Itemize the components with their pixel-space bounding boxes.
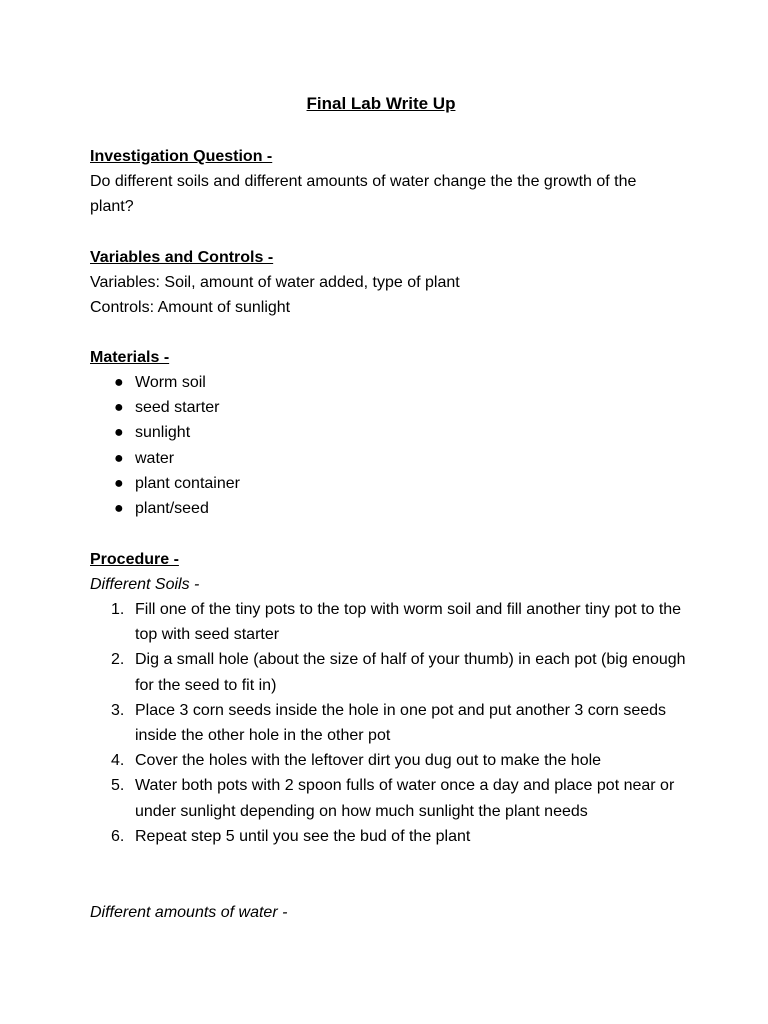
procedure-section: [90, 547, 690, 849]
step-number: 2.: [111, 651, 125, 669]
different-water-subheading: Different amounts of water -: [90, 904, 288, 921]
variables-line: Variables: Soil, amount of water added, type of plant: [90, 274, 460, 291]
procedure-step: [90, 647, 695, 697]
procedure-step: [90, 748, 695, 773]
water-section: [90, 900, 690, 925]
materials-item: ● water: [90, 446, 690, 471]
materials-item: ● sunlight: [90, 420, 690, 445]
bullet-icon: ●: [114, 374, 124, 391]
bullet-icon: ●: [114, 500, 124, 518]
materials-section: [90, 345, 690, 521]
procedure-steps: [90, 597, 690, 849]
procedure-step: [90, 698, 695, 748]
step-number: 4.: [111, 752, 125, 770]
controls-line: Controls: Amount of sunlight: [90, 299, 291, 316]
step-number: 1.: [111, 601, 125, 618]
step-text: Fill one of the tiny pots to the top with worm soil and fill another tiny pot to the top with seed starter: [135, 601, 682, 644]
materials-item: ● seed starter: [90, 395, 690, 420]
bullet-icon: ●: [114, 449, 124, 467]
bullet-icon: ●: [114, 424, 124, 442]
procedure-step: [90, 597, 695, 647]
bullet-icon: ●: [114, 399, 124, 417]
investigation-section: [90, 144, 690, 219]
procedure-heading: Procedure -: [90, 551, 179, 568]
variables-section: [90, 245, 690, 320]
step-text: Cover the holes with the leftover dirt you dug out to make the hole: [135, 752, 602, 770]
materials-item: ● plant container: [90, 471, 690, 496]
step-number: 5.: [111, 777, 125, 795]
procedure-step: [90, 824, 695, 849]
variables-heading: Variables and Controls -: [90, 249, 274, 266]
investigation-text: Do different soils and different amounts of water change the the growth of the plant?: [90, 173, 637, 215]
step-text: Place 3 corn seeds inside the hole in one pot and put another 3 corn seeds inside the other hole in the other pot: [135, 701, 667, 745]
materials-item: ● plant/seed: [90, 496, 690, 521]
procedure-step: [90, 773, 695, 823]
materials-list: [90, 370, 690, 521]
document-title: Final Lab Write Up: [306, 94, 456, 113]
different-soils-subheading: Different Soils -: [90, 576, 200, 593]
step-text: Dig a small hole (about the size of half of your thumb) in each pot (big enough for the seed to fit in): [135, 651, 686, 694]
investigation-heading: Investigation Question -: [90, 148, 273, 165]
step-number: 3.: [111, 701, 125, 719]
step-text: Water both pots with 2 spoon fulls of water once a day and place pot near or under sunlight depending on how much sunlight the plant needs: [135, 777, 675, 820]
bullet-icon: ●: [114, 474, 124, 492]
step-number: 6.: [111, 827, 125, 845]
materials-heading: Materials -: [90, 349, 170, 366]
step-text: Repeat step 5 until you see the bud of the plant: [135, 827, 471, 845]
materials-item: ● Worm soil: [90, 370, 690, 395]
